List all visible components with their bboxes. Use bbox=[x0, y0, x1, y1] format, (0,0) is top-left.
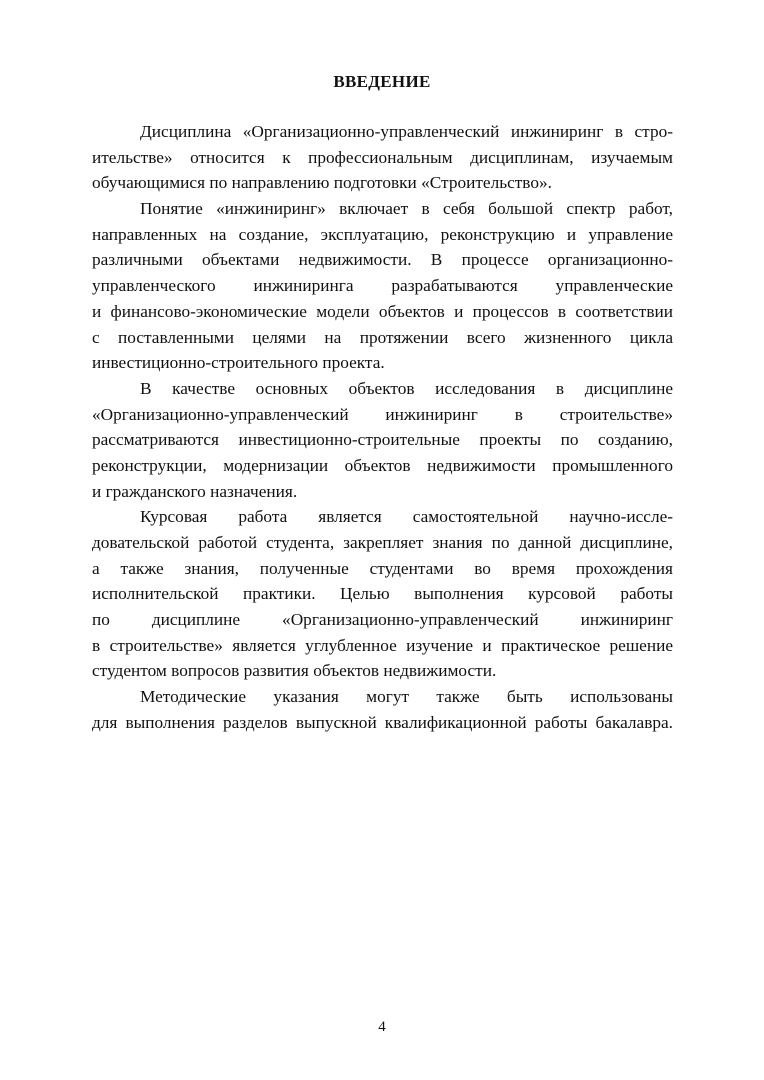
text-line: а также знания, полученные студентами во время прохождения bbox=[92, 558, 673, 578]
text-line: инвестиционно-строительного проекта. bbox=[92, 353, 385, 373]
text-line: и финансово-экономические модели объектов и процессов в соответствии bbox=[92, 301, 673, 321]
text-line: рассматриваются инвестиционно-строительные проекты по созданию, bbox=[92, 430, 673, 450]
paragraph-discipline bbox=[92, 119, 673, 196]
text-line: различными объектами недвижимости. В процессе организационно- bbox=[92, 250, 673, 270]
paragraph-research-objects bbox=[92, 376, 673, 504]
paragraph-engineering-concept bbox=[92, 196, 673, 376]
text-line: исполнительской практики. Целью выполнения курсовой работы bbox=[92, 584, 673, 604]
text-line: для выполнения разделов выпускной квалификационной работы бакалавра. bbox=[92, 712, 673, 732]
text-line: Дисциплина «Организационно-управленческий инжиниринг в стро- bbox=[140, 122, 673, 141]
text-line: по дисциплине «Организационно-управленческий инжиниринг bbox=[92, 610, 673, 630]
text-line: в строительстве» является углубленное изучение и практическое решение bbox=[92, 635, 673, 655]
paragraph-methodical-guidance bbox=[92, 684, 673, 735]
text-line: направленных на создание, эксплуатацию, реконструкцию и управление bbox=[92, 224, 673, 244]
text-line: «Организационно-управленческий инжиниринг в строительстве» bbox=[92, 404, 673, 424]
text-line: управленческого инжиниринга разрабатываются управленческие bbox=[92, 276, 673, 296]
text-line: обучающимися по направлению подготовки «Строительство». bbox=[92, 173, 552, 193]
text-line: Методические указания могут также быть использованы bbox=[140, 687, 673, 707]
text-line: Понятие «инжиниринг» включает в себя большой спектр работ, bbox=[140, 199, 673, 219]
body-text bbox=[92, 119, 673, 736]
text-line: и гражданского назначения. bbox=[92, 481, 298, 501]
text-line: ительстве» относится к профессиональным дисциплинам, изучаемым bbox=[92, 147, 673, 167]
text-line: студентом вопросов развития объектов недвижимости. bbox=[92, 661, 497, 681]
text-line: реконструкции, модернизации объектов недвижимости промышленного bbox=[92, 455, 673, 475]
paragraph-course-work bbox=[92, 504, 673, 684]
page-number: 4 bbox=[378, 1019, 386, 1035]
section-title: ВВЕДЕНИЕ bbox=[333, 72, 431, 91]
text-line: с поставленными целями на протяжении всего жизненного цикла bbox=[92, 327, 673, 347]
text-line: довательской работой студента, закрепляет знания по данной дисциплине, bbox=[92, 533, 673, 552]
text-line: В качестве основных объектов исследования в дисциплине bbox=[140, 378, 673, 398]
text-line: Курсовая работа является самостоятельной научно-иссле- bbox=[140, 507, 673, 527]
